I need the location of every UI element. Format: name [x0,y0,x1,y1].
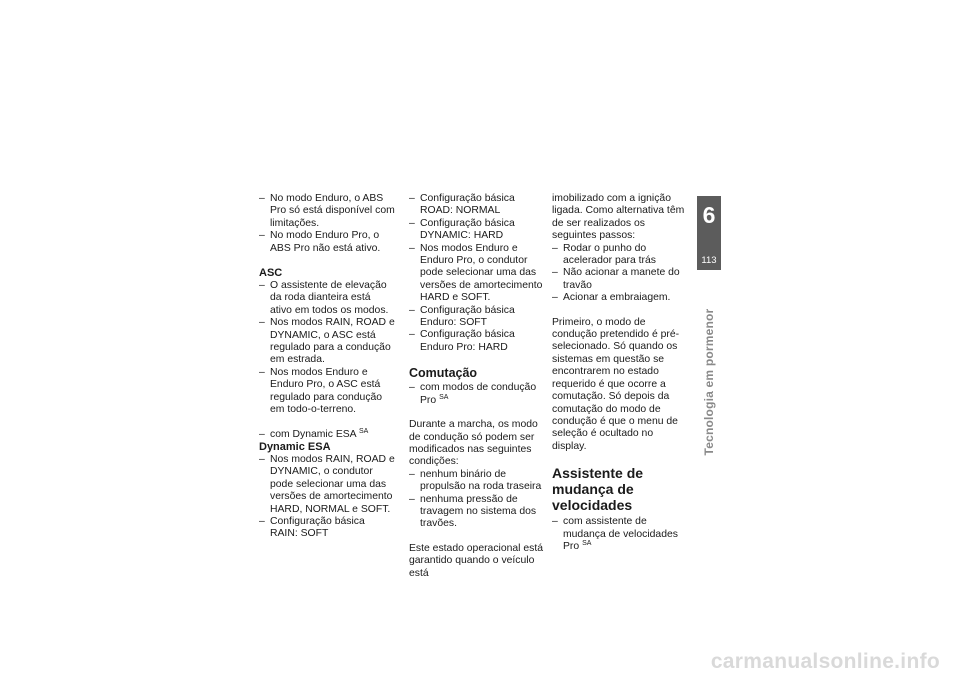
list-item [409,382,545,407]
list-item: – No modo Enduro Pro, o ABS Pro não está ativo. [259,230,395,255]
esa-config-list [409,193,545,354]
equipment-note [552,516,688,553]
special-equipment-mark: SA [358,427,369,435]
text-column-1 [259,193,395,541]
abs-notes-list [259,193,395,255]
list-item: – Configuração básica Enduro: SOFT [409,305,545,330]
asc-list [259,280,395,416]
steps-list [552,243,688,305]
list-item: – Nos modos RAIN, ROAD e DYNAMIC, o condutor pode selecionar uma das versões de amortecimento HARD, NORMAL e SOFT. [259,454,395,516]
list-item: – Acionar a embraiagem. [552,292,688,304]
list-item: – O assistente de elevação da roda dianteira está ativo em todos os modos. [259,280,395,317]
special-equipment-mark: SA [439,393,449,401]
equipment-note-text: com modos de condução [420,382,537,394]
paragraph: Primeiro, o modo de condução pretendido é pré-selecionado. Só quando os sistemas em questão se encontrarem no estado requerido é que ocorre a comutação. Só depois da comutação do modo de condução é que o menu de seleção é ocultado no display. [552,316,680,452]
equipment-note-text: Pro [420,394,437,406]
list-item: – Não acionar a manete do travão [552,267,688,292]
list-item: – Nos modos RAIN, ROAD e DYNAMIC, o ASC está regulado para a condução em estrada. [259,317,395,367]
esa-list [259,454,395,541]
paragraph: imobilizado com a ignição ligada. Como alternativa têm de ser realizados os seguintes passos: [552,193,685,242]
comutacao-heading: Comutação [409,366,478,381]
paragraph: Durante a marcha, os modo de condução só podem ser modificados nas seguintes condições: [409,419,538,468]
list-item [259,429,395,441]
list-item: – nenhum binário de propulsão na roda traseira [409,469,545,494]
text-column-2 [409,193,545,580]
equipment-note-text: com assistente de mudança de velocidades Pro [563,516,678,552]
asc-heading: ASC [259,267,283,280]
list-item: – Nos modos Enduro e Enduro Pro, o condutor pode selecionar uma das versões de amortecimento HARD e SOFT. [409,243,545,305]
paragraph: Este estado operacional está garantido quando o veículo está [409,542,544,579]
list-item: – No modo Enduro, o ABS Pro só está disponível com limitações. [259,193,395,230]
watermark: carmanualsonline.info [710,650,940,673]
page-number: 113 [701,255,717,266]
list-item [552,516,688,553]
equipment-note [409,382,545,407]
special-equipment-mark: SA [582,539,592,547]
conditions-list [409,469,545,531]
list-item: – nenhuma pressão de travagem no sistema dos travões. [409,494,545,531]
equipment-note-text: com Dynamic ESA [270,428,357,440]
list-item: – Nos modos Enduro e Enduro Pro, o ASC está regulado para condução em todo-o-terreno. [259,367,395,417]
list-item: – Configuração básica RAIN: SOFT [259,516,395,541]
equipment-note [259,429,395,441]
shift-assistant-heading: Assistente de mudança de velocidades [552,465,644,514]
list-item: – Configuração básica Enduro Pro: HARD [409,329,545,354]
list-item: – Configuração básica DYNAMIC: HARD [409,218,545,243]
side-title-text: Tecnologia em pormenor [702,308,716,456]
chapter-tab [697,196,721,270]
chapter-number: 6 [702,202,716,228]
dynamic-esa-heading: Dynamic ESA [259,440,331,453]
list-item: – Configuração básica ROAD: NORMAL [409,193,545,218]
list-item: – Rodar o punho do acelerador para trás [552,243,688,268]
text-column-3 [552,193,688,553]
